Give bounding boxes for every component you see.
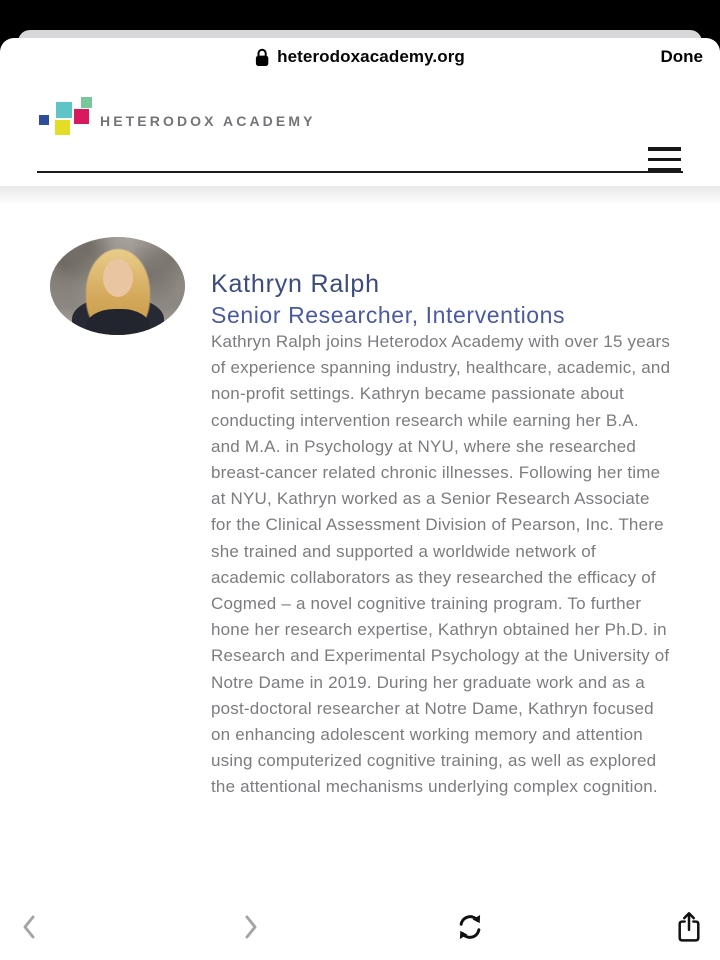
- logo-square-teal: [56, 102, 72, 118]
- address-field[interactable]: [255, 47, 465, 67]
- address-text: heterodoxacademy.org: [277, 47, 465, 66]
- done-button[interactable]: Done: [660, 47, 703, 66]
- photo-torso: [86, 309, 150, 335]
- safari-view-sheet: [0, 38, 720, 960]
- browser-toolbar: [0, 888, 720, 960]
- url-bar: [0, 38, 720, 82]
- logo-square-yellow: [55, 120, 70, 135]
- photo-face: [103, 259, 133, 297]
- header-shadow: [0, 186, 720, 209]
- profile-photo: [50, 237, 185, 335]
- heterodox-academy-logo[interactable]: [39, 96, 316, 138]
- logo-square-green: [81, 97, 92, 108]
- chevron-right-icon[interactable]: [236, 910, 266, 944]
- reload-icon[interactable]: [455, 910, 485, 944]
- chevron-left-icon[interactable]: [14, 910, 44, 944]
- section-divider-top: [37, 171, 683, 173]
- brand-wordmark: HETERODOX ACADEMY: [100, 113, 316, 129]
- share-icon[interactable]: [674, 910, 704, 944]
- person-role: Senior Researcher, Interventions: [211, 302, 566, 328]
- logo-square-crimson: [74, 109, 89, 124]
- hamburger-menu-icon[interactable]: [648, 147, 681, 172]
- person-name: Kathryn Ralph: [211, 270, 380, 298]
- lock-icon: [255, 48, 269, 67]
- logo-square-blue: [39, 115, 49, 125]
- person-bio: Kathryn Ralph joins Heterodox Academy with over 15 years of experience spanning industry, healthcare, academic, and non-profit settings. Kathryn became passionate about conducting intervention research while earning her B.A. and M.A. in Psychology at NYU, where she researched breast-cancer related chronic illnesses. Following her time at NYU, Kathryn worked as a Senior Research Associate for the Clinical Assessment Division of Pearson, Inc. There she trained and supported a worldwide network of academic collaborators as they researched the efficacy of Cogmed – a novel cognitive training program. To further hone her research expertise, Kathryn obtained her Ph.D. in Research and Experimental Psychology at the University of Notre Dame in 2019. During her graduate work and as a post-doctoral researcher at Notre Dame, Kathryn focused on enhancing adolescent working memory and attention using computerized cognitive training, as well as explored the attentional mechanisms underlying complex cognition.: [211, 332, 671, 797]
